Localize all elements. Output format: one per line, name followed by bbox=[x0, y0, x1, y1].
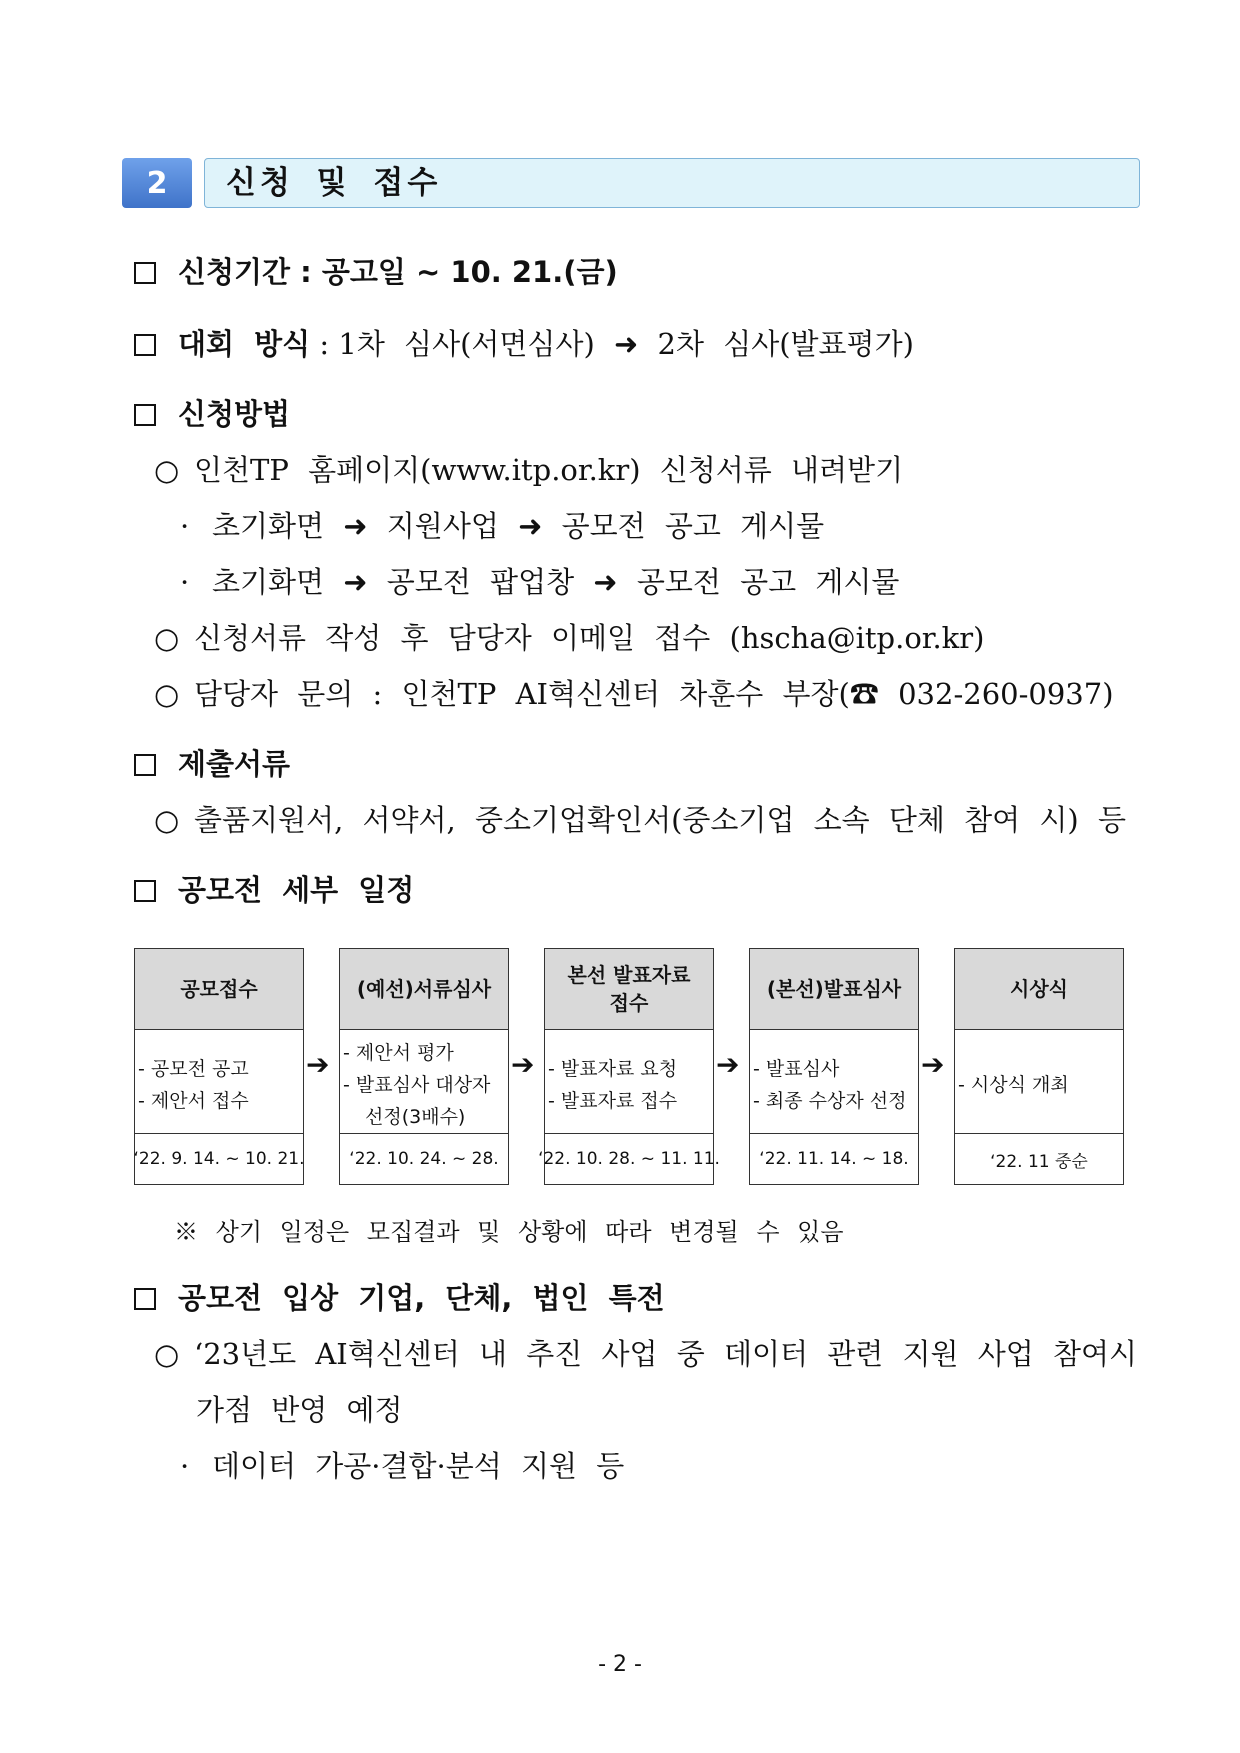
circle-bullet-icon: ○ bbox=[154, 621, 180, 655]
dot-bullet-icon: · bbox=[180, 565, 190, 599]
checkbox-square-icon bbox=[134, 262, 156, 284]
schedule-line bbox=[134, 870, 414, 910]
period-value: 공고일 ~ 10. 21.(금) bbox=[321, 255, 618, 289]
stage-line: - 시상식 개최 bbox=[958, 1073, 1069, 1096]
checkbox-square-icon bbox=[134, 880, 156, 902]
stage-date: ‘22. 10. 24. ~ 28. bbox=[349, 1149, 499, 1169]
schedule-stage-2 bbox=[339, 948, 509, 1185]
section-title: 신청 및 접수 bbox=[226, 165, 442, 201]
checkbox-square-icon bbox=[134, 754, 156, 776]
stage-title: 공모접수 bbox=[135, 949, 303, 1030]
apply-bullet-1 bbox=[154, 450, 903, 490]
method-label: 대회 방식 bbox=[178, 327, 311, 361]
apply-bullet-3 bbox=[154, 674, 1114, 714]
stage-date: ‘22. 10. 28. ~ 11. 11. bbox=[538, 1149, 720, 1169]
period-line bbox=[134, 252, 618, 292]
checkbox-square-icon bbox=[134, 334, 156, 356]
benefit-bullet-1-text: ‘23년도 AI혁신센터 내 추진 사업 중 데이터 관련 지원 사업 참여시 bbox=[194, 1337, 1138, 1371]
arrow-right-icon: ➔ bbox=[511, 1048, 535, 1081]
stage-date: ‘22. 11. 14. ~ 18. bbox=[759, 1149, 909, 1169]
stage-body bbox=[955, 1030, 1123, 1134]
stage-line: - 공모전 공고 bbox=[138, 1057, 249, 1080]
checkbox-square-icon bbox=[134, 1288, 156, 1310]
checkbox-square-icon bbox=[134, 404, 156, 426]
stage-line: - 발표자료 접수 bbox=[548, 1089, 678, 1112]
section-number: 2 bbox=[122, 158, 192, 208]
schedule-note: ※ 상기 일정은 모집결과 및 상황에 따라 변경될 수 있음 bbox=[174, 1218, 844, 1246]
benefit-sub-1 bbox=[180, 1446, 624, 1486]
apply-bullet-3-text: 담당자 문의 : 인천TP AI혁신센터 차훈수 부장(☎ 032-260-0937) bbox=[194, 677, 1114, 711]
stage-body bbox=[545, 1030, 713, 1134]
circle-bullet-icon: ○ bbox=[154, 803, 180, 837]
stage-line: 선정(3배수) bbox=[365, 1105, 466, 1128]
docs-bullet-1-text: 출품지원서, 서약서, 중소기업확인서(중소기업 소속 단체 참여 시) 등 bbox=[194, 803, 1126, 837]
apply-bullet-1-text: 인천TP 홈페이지(www.itp.or.kr) 신청서류 내려받기 bbox=[194, 453, 904, 487]
arrow-right-icon: ➔ bbox=[716, 1048, 740, 1081]
stage-body bbox=[135, 1030, 303, 1134]
stage-body bbox=[750, 1030, 918, 1134]
docs-line bbox=[134, 744, 290, 784]
stage-line: - 발표심사 대상자 bbox=[343, 1073, 491, 1096]
stage-date: ‘22. 9. 14. ~ 10. 21. bbox=[133, 1149, 305, 1169]
stage-title: (본선)발표심사 bbox=[750, 949, 918, 1030]
apply-sub-1 bbox=[180, 506, 824, 546]
stage-line: - 제안서 평가 bbox=[343, 1041, 454, 1064]
stage-title: (예선)서류심사 bbox=[340, 949, 508, 1030]
dot-bullet-icon: · bbox=[180, 509, 190, 543]
stage-title: 시상식 bbox=[955, 949, 1123, 1030]
stage-line: - 최종 수상자 선정 bbox=[753, 1089, 907, 1112]
benefit-bullet-1 bbox=[154, 1334, 1137, 1374]
benefit-label: 공모전 입상 기업, 단체, 법인 특전 bbox=[178, 1281, 665, 1315]
arrow-right-icon: ➔ bbox=[921, 1048, 945, 1081]
circle-bullet-icon: ○ bbox=[154, 677, 180, 711]
apply-label: 신청방법 bbox=[178, 397, 291, 431]
method-separator: : bbox=[310, 327, 339, 361]
schedule-stage-1 bbox=[134, 948, 304, 1185]
arrow-right-icon: ➔ bbox=[306, 1048, 330, 1081]
method-line bbox=[134, 324, 914, 364]
dot-bullet-icon: · bbox=[180, 1449, 190, 1483]
stage-body bbox=[340, 1030, 508, 1134]
apply-line bbox=[134, 394, 290, 434]
apply-sub-2-text: 초기화면 ➜ 공모전 팝업창 ➜ 공모전 공고 게시물 bbox=[212, 565, 900, 599]
schedule-label: 공모전 세부 일정 bbox=[178, 873, 415, 907]
apply-sub-2 bbox=[180, 562, 899, 602]
stage-line: - 발표자료 요청 bbox=[548, 1057, 678, 1080]
period-label: 신청기간 bbox=[178, 255, 291, 289]
docs-label: 제출서류 bbox=[178, 747, 291, 781]
apply-sub-1-text: 초기화면 ➜ 지원사업 ➜ 공모전 공고 게시물 bbox=[212, 509, 825, 543]
apply-bullet-2 bbox=[154, 618, 984, 658]
stage-date: ‘22. 11 중순 bbox=[990, 1151, 1088, 1172]
benefit-sub-1-text: 데이터 가공·결합·분석 지원 등 bbox=[212, 1449, 625, 1483]
page-number: - 2 - bbox=[598, 1652, 642, 1677]
schedule-stage-3 bbox=[538, 948, 720, 1185]
docs-bullet-1 bbox=[154, 800, 1126, 840]
method-value: 1차 심사(서면심사) ➜ 2차 심사(발표평가) bbox=[338, 327, 914, 361]
circle-bullet-icon: ○ bbox=[154, 453, 180, 487]
schedule-stage-5 bbox=[954, 948, 1124, 1185]
benefit-line bbox=[134, 1278, 665, 1318]
benefit-bullet-1-cont: 가점 반영 예정 bbox=[196, 1393, 403, 1427]
apply-bullet-2-text: 신청서류 작성 후 담당자 이메일 접수 (hscha@itp.or.kr) bbox=[194, 621, 985, 655]
stage-line: - 제안서 접수 bbox=[138, 1089, 249, 1112]
circle-bullet-icon: ○ bbox=[154, 1337, 180, 1371]
period-separator: : bbox=[290, 255, 322, 289]
stage-line: - 발표심사 bbox=[753, 1057, 840, 1080]
schedule-stage-4 bbox=[749, 948, 919, 1185]
stage-title: 본선 발표자료 접수 bbox=[545, 949, 713, 1030]
